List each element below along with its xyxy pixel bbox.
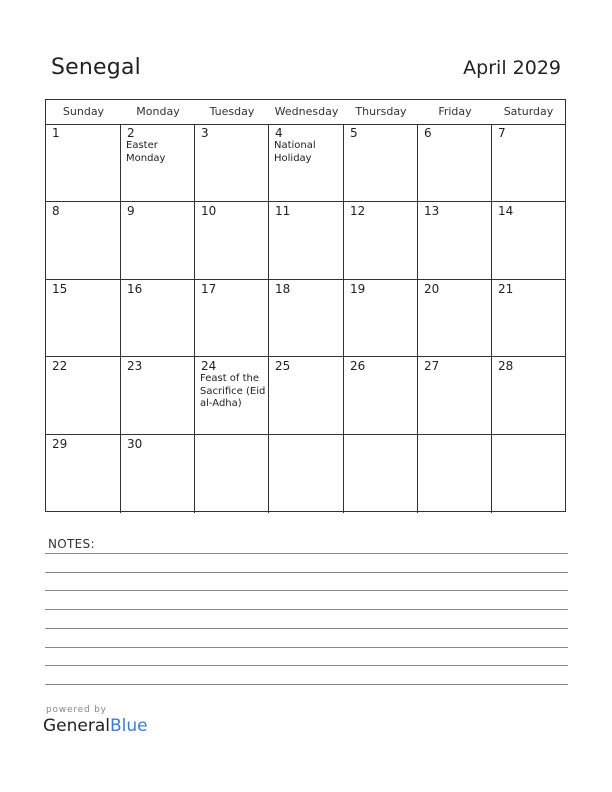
day-number: 1	[52, 126, 60, 140]
day-number: 29	[52, 437, 68, 452]
logo-blue-text: Blue	[110, 716, 148, 736]
day-cell[interactable]	[269, 280, 344, 358]
note-line	[45, 628, 568, 629]
note-line	[45, 665, 568, 666]
day-cell[interactable]	[492, 435, 565, 513]
note-line	[45, 647, 568, 648]
day-number: 23	[127, 359, 143, 374]
day-cell[interactable]	[121, 357, 195, 435]
day-cell[interactable]	[195, 357, 269, 435]
day-cell[interactable]	[121, 124, 195, 202]
day-cell[interactable]	[418, 435, 492, 513]
day-cell[interactable]	[492, 202, 565, 280]
holiday-label: Feast of the Sacrifice (Eid al-Adha)	[200, 373, 266, 410]
weekday-wednesday: Wednesday	[274, 105, 339, 118]
day-number: 13	[424, 203, 440, 218]
day-number: 17	[201, 281, 217, 296]
day-cell[interactable]	[492, 357, 565, 435]
day-cell[interactable]	[195, 280, 269, 358]
day-cell[interactable]	[344, 280, 418, 358]
day-cell[interactable]	[121, 280, 195, 358]
day-number: 25	[275, 359, 291, 374]
day-cell[interactable]	[418, 357, 492, 435]
day-number: 27	[424, 359, 440, 374]
day-cell[interactable]	[418, 280, 492, 358]
weekday-tuesday: Tuesday	[209, 105, 255, 118]
day-number: 28	[498, 359, 514, 374]
day-cell[interactable]	[269, 124, 344, 202]
day-cell[interactable]	[46, 202, 121, 280]
month-year-title: April 2029	[463, 57, 561, 79]
holiday-label: National Holiday	[274, 140, 316, 164]
day-number: 14	[498, 203, 514, 218]
weekday-thursday: Thursday	[355, 105, 407, 118]
day-cell[interactable]	[46, 435, 121, 513]
day-cell[interactable]	[269, 435, 344, 513]
weekday-friday: Friday	[438, 105, 472, 118]
weekday-header-row	[46, 100, 565, 125]
day-number: 22	[52, 359, 68, 374]
day-number: 26	[350, 359, 366, 374]
day-number: 11	[275, 203, 291, 218]
generalblue-logo[interactable]	[43, 716, 148, 736]
day-number: 30	[127, 437, 143, 452]
day-cell[interactable]	[121, 202, 195, 280]
day-cell[interactable]	[492, 280, 565, 358]
day-cell[interactable]	[195, 124, 269, 202]
notes-label: NOTES:	[48, 537, 95, 551]
day-cell[interactable]	[46, 124, 121, 202]
holiday-label: Easter Monday	[126, 140, 166, 164]
day-cell[interactable]	[344, 124, 418, 202]
day-number: 19	[350, 281, 366, 296]
day-number: 10	[201, 203, 217, 218]
day-number: 2	[127, 126, 135, 140]
day-number: 3	[201, 126, 209, 140]
day-number: 8	[52, 203, 60, 218]
day-cell[interactable]	[418, 202, 492, 280]
day-number: 16	[127, 281, 143, 296]
day-cell[interactable]	[46, 280, 121, 358]
day-cell[interactable]	[121, 435, 195, 513]
day-cell[interactable]	[344, 357, 418, 435]
day-cell[interactable]	[195, 202, 269, 280]
day-number: 7	[498, 126, 506, 140]
note-line	[45, 572, 568, 573]
note-line	[45, 684, 568, 685]
day-number: 5	[350, 126, 358, 140]
day-number: 9	[127, 203, 135, 218]
day-cell[interactable]	[46, 357, 121, 435]
day-cell[interactable]	[195, 435, 269, 513]
logo-general-text: General	[43, 716, 110, 736]
day-cell[interactable]	[269, 357, 344, 435]
day-cell[interactable]	[344, 435, 418, 513]
day-cell[interactable]	[344, 202, 418, 280]
day-number: 21	[498, 281, 514, 296]
weekday-monday: Monday	[136, 105, 180, 118]
day-number: 4	[275, 126, 283, 140]
weekday-saturday: Saturday	[503, 105, 554, 118]
day-cell[interactable]	[492, 124, 565, 202]
day-number: 24	[201, 359, 217, 374]
day-number: 18	[275, 281, 291, 296]
day-cell[interactable]	[418, 124, 492, 202]
country-title: Senegal	[51, 55, 141, 80]
note-line	[45, 609, 568, 610]
calendar-grid	[45, 99, 566, 512]
day-number: 6	[424, 126, 432, 140]
day-number: 20	[424, 281, 440, 296]
note-line	[45, 590, 568, 591]
powered-by-text: powered by	[46, 705, 107, 715]
weekday-sunday: Sunday	[62, 105, 105, 118]
day-number: 15	[52, 281, 68, 296]
note-line	[45, 553, 568, 554]
day-number: 12	[350, 203, 366, 218]
day-cell[interactable]	[269, 202, 344, 280]
